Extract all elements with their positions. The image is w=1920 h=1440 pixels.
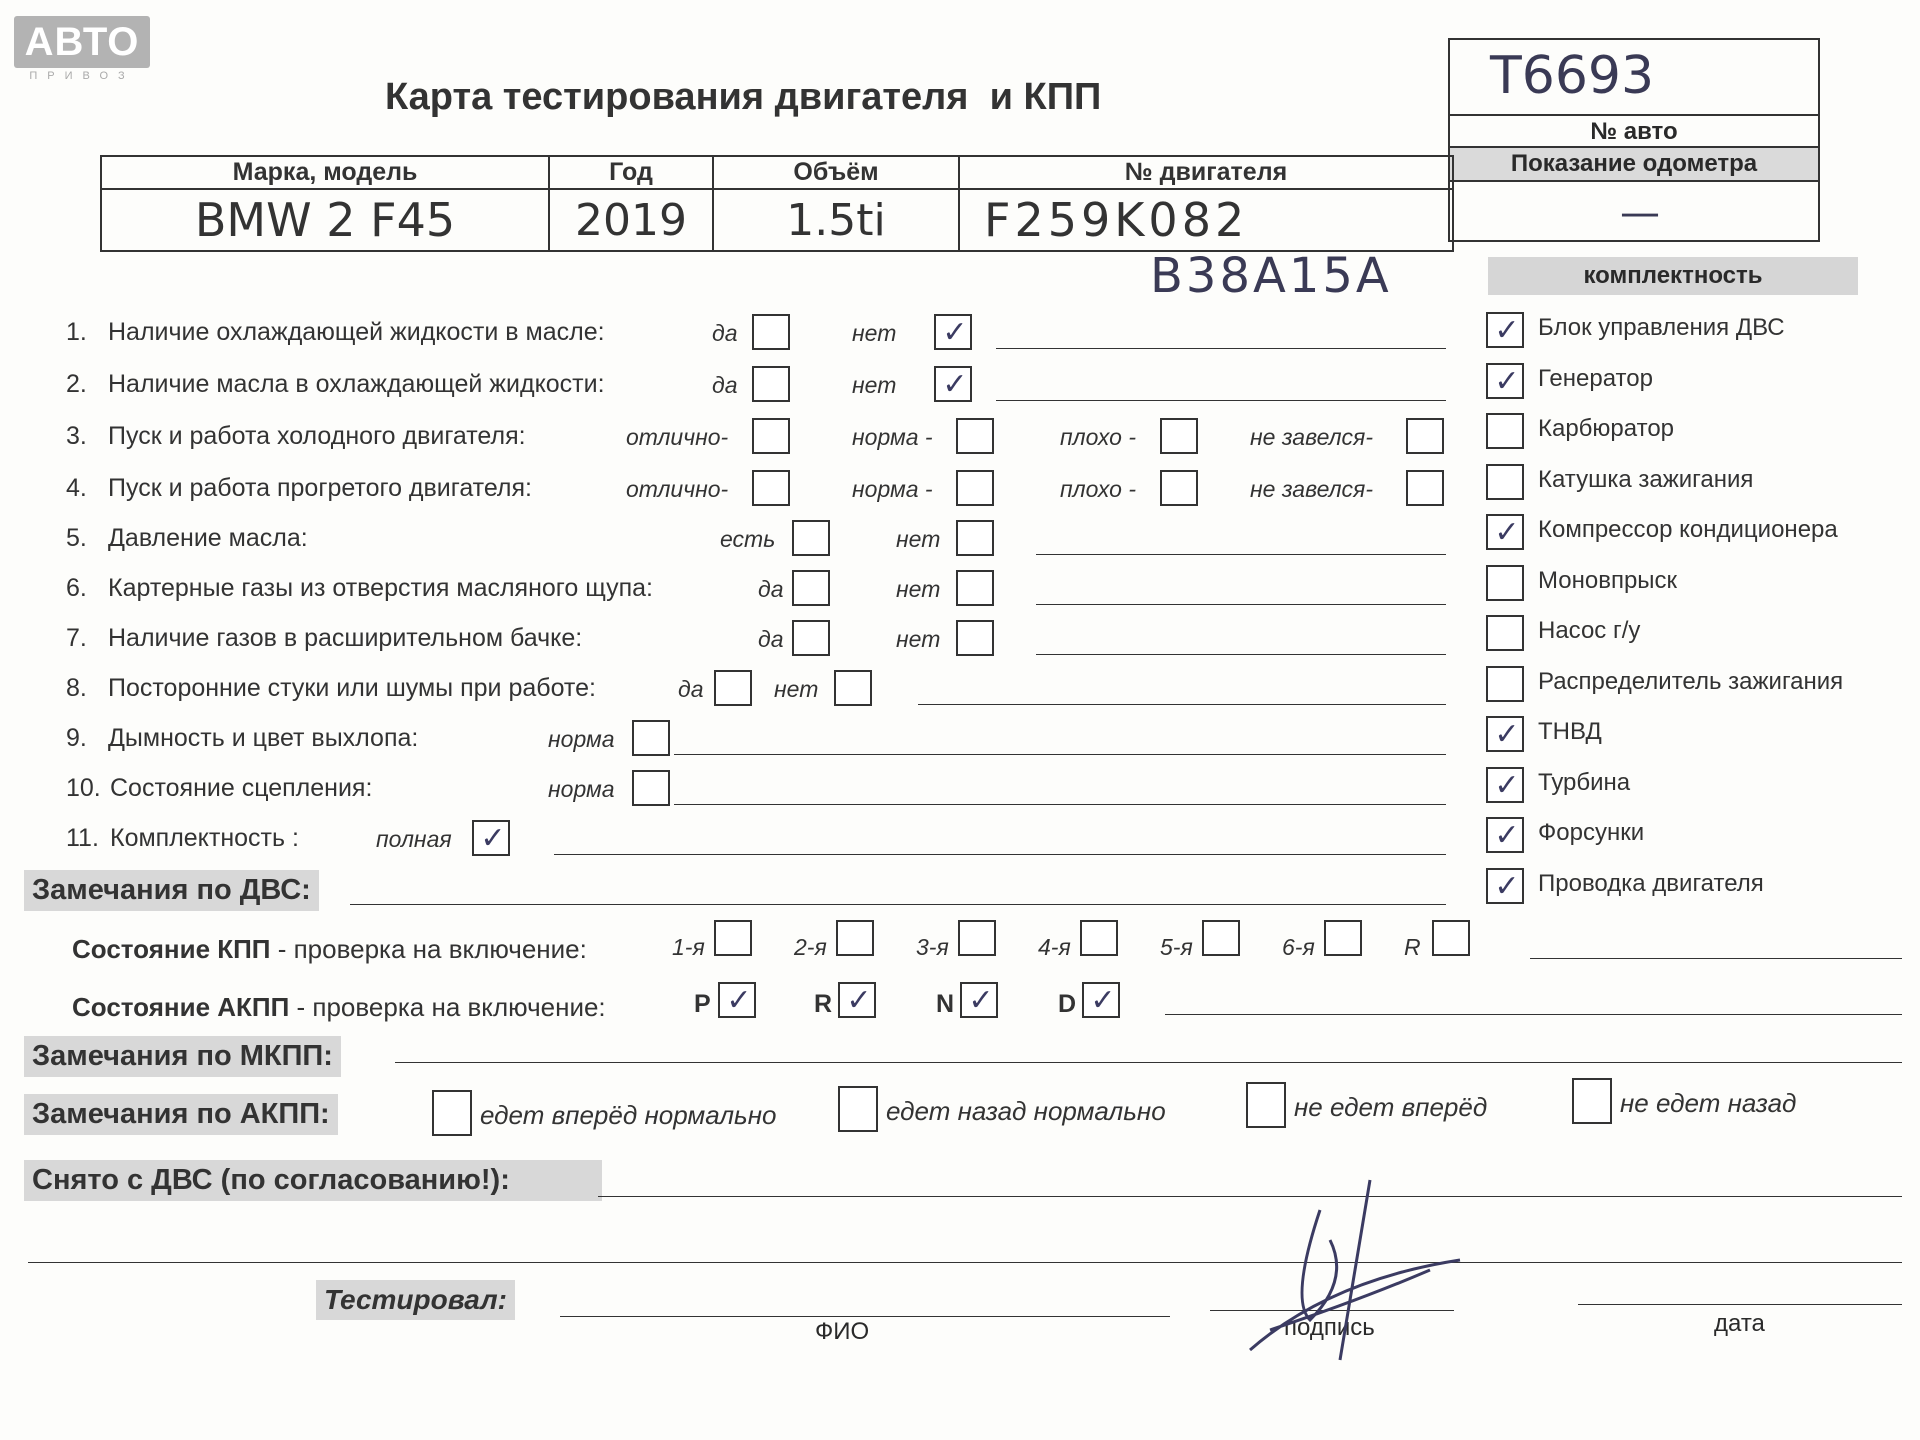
volume-value: 1.5ti — [713, 189, 959, 251]
question-4-checkbox[interactable] — [1160, 470, 1198, 506]
question-10-number: 10. — [66, 774, 101, 802]
auto-gear-checkbox[interactable] — [718, 982, 756, 1018]
remarks-auto-checkbox[interactable] — [1246, 1082, 1286, 1128]
check-mark-icon: ✓ — [1494, 768, 1520, 802]
manual-gear-label: 5-я — [1160, 934, 1193, 960]
signature-scribble — [1210, 1170, 1470, 1370]
completeness-item-label: Генератор — [1538, 364, 1653, 392]
question-7-option-label: да — [758, 626, 784, 652]
completeness-item-label: Компрессор кондиционера — [1538, 516, 1838, 543]
tested-label: Тестировал: — [316, 1280, 515, 1320]
question-10-note-line[interactable] — [674, 804, 1446, 805]
manual-gear-label: 6-я — [1282, 934, 1315, 960]
auto-gearbox-line[interactable] — [1165, 1014, 1902, 1015]
question-9-note-line[interactable] — [674, 754, 1446, 755]
question-1-text: Наличие охлаждающей жидкости в масле: — [108, 318, 605, 346]
question-11-number: 11. — [66, 824, 99, 852]
check-mark-icon: ✓ — [1494, 869, 1520, 903]
year-label: Год — [549, 156, 713, 189]
odometer-label: Показание одометра — [1450, 146, 1818, 182]
question-7-option-label: нет — [896, 626, 941, 652]
odometer-value: — — [1620, 190, 1660, 236]
question-1-option-label: да — [712, 320, 738, 346]
manual-gear-label: R — [1404, 934, 1421, 960]
manual-gearbox-line[interactable] — [1530, 958, 1902, 959]
manual-gear-checkbox[interactable] — [1324, 920, 1362, 956]
completeness-checkbox[interactable] — [1486, 868, 1524, 904]
remarks-auto-checkbox[interactable] — [432, 1090, 472, 1136]
question-3-option-label: норма - — [852, 424, 933, 450]
completeness-item-label: Моновпрыск — [1538, 566, 1678, 594]
completeness-checkbox[interactable] — [1486, 817, 1524, 853]
question-5-number: 5. — [66, 524, 87, 552]
remarks-auto-option-label: едет назад нормально — [886, 1096, 1166, 1126]
completeness-item-label: Карбюратор — [1538, 415, 1675, 442]
question-3-checkbox[interactable] — [1406, 418, 1444, 454]
check-mark-icon: ✓ — [942, 368, 968, 401]
check-mark-icon: ✓ — [480, 822, 506, 855]
question-9-checkbox[interactable] — [632, 720, 670, 756]
check-mark-icon: ✓ — [1090, 984, 1116, 1017]
completeness-checkbox[interactable] — [1486, 565, 1524, 601]
completeness-checkbox[interactable] — [1486, 363, 1524, 399]
question-4-checkbox[interactable] — [956, 470, 994, 506]
question-10-checkbox[interactable] — [632, 770, 670, 806]
question-6-option-label: нет — [896, 576, 941, 602]
question-3-number: 3. — [66, 422, 87, 450]
check-mark-icon: ✓ — [968, 984, 994, 1017]
question-11-note-line[interactable] — [554, 854, 1446, 855]
question-8-checkbox[interactable] — [714, 670, 752, 706]
question-9-option-label: норма — [548, 726, 615, 752]
question-5-checkbox[interactable] — [956, 520, 994, 556]
question-2-option-label: да — [712, 372, 738, 398]
car-number-value: T6693 — [1490, 46, 1655, 106]
question-4-option-label: отлично- — [626, 476, 729, 502]
car-number-label: № авто — [1590, 118, 1678, 145]
volume-label: Объём — [713, 156, 959, 189]
completeness-checkbox[interactable] — [1486, 716, 1524, 752]
question-1-checkbox[interactable] — [752, 314, 790, 350]
question-1-checkbox[interactable] — [934, 314, 972, 350]
auto-gear-label: N — [936, 990, 955, 1018]
question-4-number: 4. — [66, 474, 87, 502]
question-8-number: 8. — [66, 674, 87, 702]
completeness-checkbox[interactable] — [1486, 413, 1524, 449]
question-5-option-label: есть — [720, 526, 776, 552]
question-5-option-label: нет — [896, 526, 941, 552]
question-2-note-line[interactable] — [996, 400, 1446, 401]
completeness-item-label: Форсунки — [1538, 819, 1645, 846]
make-label: Марка, модель — [101, 156, 549, 189]
manual-gearbox-suffix: - проверка на включение: — [270, 934, 587, 964]
question-10-text: Состояние сцепления: — [110, 774, 373, 802]
remarks-manual-label: Замечания по МКПП: — [24, 1036, 341, 1077]
engine-label: № двигателя — [959, 156, 1453, 189]
question-9-text: Дымность и цвет выхлопа: — [108, 724, 419, 752]
completeness-checkbox[interactable] — [1486, 666, 1524, 702]
question-5-note-line[interactable] — [1036, 554, 1446, 555]
remarks-auto-option-label: едет вперёд нормально — [480, 1100, 777, 1130]
question-3-checkbox[interactable] — [752, 418, 790, 454]
auto-gear-label: R — [814, 990, 833, 1018]
question-6-text: Картерные газы из отверстия масляного щупа: — [108, 574, 653, 602]
question-2-option-label: нет — [852, 372, 897, 398]
question-1-note-line[interactable] — [996, 348, 1446, 349]
question-11-option-label: полная — [376, 826, 452, 852]
auto-gear-checkbox[interactable] — [1082, 982, 1120, 1018]
remarks-auto-option-label: не едет назад — [1620, 1088, 1797, 1118]
manual-gear-checkbox[interactable] — [836, 920, 874, 956]
auto-gear-checkbox[interactable] — [960, 982, 998, 1018]
completeness-item-label: Проводка двигателя — [1538, 869, 1764, 897]
question-3-checkbox[interactable] — [956, 418, 994, 454]
question-3-checkbox[interactable] — [1160, 418, 1198, 454]
question-6-checkbox[interactable] — [792, 570, 830, 606]
manual-gear-checkbox[interactable] — [1202, 920, 1240, 956]
question-11-text: Комплектность : — [110, 824, 299, 852]
question-5-text: Давление масла: — [108, 524, 308, 552]
date-label: дата — [1714, 1310, 1765, 1337]
question-2-text: Наличие масла в охлаждающей жидкости: — [108, 370, 605, 398]
question-7-checkbox[interactable] — [956, 620, 994, 656]
question-4-text: Пуск и работа прогретого двигателя: — [108, 474, 532, 502]
question-6-number: 6. — [66, 574, 87, 602]
question-6-checkbox[interactable] — [956, 570, 994, 606]
question-10-option-label: норма — [548, 776, 615, 802]
year-value: 2019 — [549, 189, 713, 251]
remarks-auto-checkbox[interactable] — [1572, 1078, 1612, 1124]
check-mark-icon: ✓ — [942, 316, 968, 349]
check-mark-icon: ✓ — [1494, 819, 1520, 852]
completeness-item-label: Насос г/у — [1538, 617, 1641, 644]
manual-gearbox-title: Состояние КПП — [72, 934, 271, 964]
completeness-item-label: Турбина — [1538, 768, 1631, 796]
question-4-checkbox[interactable] — [752, 470, 790, 506]
page-title: Карта тестирования двигателя и КПП — [385, 76, 1102, 118]
auto-gear-label: P — [694, 990, 711, 1018]
manual-gear-label: 4-я — [1038, 934, 1071, 960]
manual-gear-label: 3-я — [916, 934, 949, 960]
question-3-option-label: не завелся- — [1250, 424, 1374, 450]
car-number-box — [1448, 38, 1820, 242]
question-2-checkbox[interactable] — [752, 366, 790, 402]
completeness-item-label: Блок управления ДВС — [1538, 314, 1785, 341]
completeness-checkbox[interactable] — [1486, 767, 1524, 803]
question-8-checkbox[interactable] — [834, 670, 872, 706]
question-6-note-line[interactable] — [1036, 604, 1446, 605]
signature-label: подпись — [1284, 1314, 1375, 1341]
question-1-number: 1. — [66, 318, 87, 346]
removed-label: Снято с ДВС (по согласованию!): — [24, 1160, 602, 1201]
question-3-option-label: отлично- — [626, 424, 729, 450]
question-7-note-line[interactable] — [1036, 654, 1446, 655]
engine-code: B38A15A — [1150, 248, 1392, 304]
question-7-text: Наличие газов в расширительном бачке: — [108, 624, 583, 652]
remarks-auto-checkbox[interactable] — [838, 1086, 878, 1132]
completeness-title: комплектность — [1488, 257, 1858, 295]
question-11-checkbox[interactable] — [472, 820, 510, 856]
question-8-option-label: да — [678, 676, 704, 702]
check-mark-icon: ✓ — [1494, 718, 1520, 751]
question-9-number: 9. — [66, 724, 87, 752]
question-4-option-label: не завелся- — [1250, 476, 1374, 502]
remarks-engine-line[interactable] — [350, 904, 1446, 905]
question-2-checkbox[interactable] — [934, 366, 972, 402]
brand-logo-sub: ПРИВОЗ — [29, 70, 135, 82]
question-6-option-label: да — [758, 576, 784, 602]
question-7-checkbox[interactable] — [792, 620, 830, 656]
manual-gear-label: 2-я — [794, 934, 827, 960]
removed-line-2[interactable] — [28, 1262, 1902, 1263]
fio-label: ФИО — [815, 1318, 870, 1345]
auto-gear-checkbox[interactable] — [838, 982, 876, 1018]
question-4-option-label: норма - — [852, 476, 933, 502]
manual-gear-checkbox[interactable] — [1080, 920, 1118, 956]
question-8-option-label: нет — [774, 676, 819, 702]
header-table — [100, 155, 1454, 252]
auto-gearbox-row — [72, 992, 606, 1023]
check-mark-icon: ✓ — [1494, 364, 1520, 398]
question-7-number: 7. — [66, 624, 87, 652]
brand-logo: АВТО — [14, 16, 150, 68]
auto-gearbox-title: Состояние АКПП — [72, 992, 290, 1022]
manual-gear-checkbox[interactable] — [714, 920, 752, 956]
completeness-checkbox[interactable] — [1486, 312, 1524, 348]
manual-gear-label: 1-я — [672, 934, 705, 960]
check-mark-icon: ✓ — [726, 984, 752, 1017]
remarks-engine-label: Замечания по ДВС: — [24, 870, 319, 911]
remarks-auto-option-label: не едет вперёд — [1294, 1092, 1488, 1122]
completeness-item-label: ТНВД — [1538, 718, 1602, 745]
check-mark-icon: ✓ — [846, 984, 872, 1017]
manual-gear-checkbox[interactable] — [958, 920, 996, 956]
completeness-checkbox[interactable] — [1486, 464, 1524, 500]
check-mark-icon: ✓ — [1494, 314, 1520, 347]
auto-gearbox-suffix: - проверка на включение: — [289, 992, 606, 1022]
check-mark-icon: ✓ — [1494, 516, 1520, 549]
question-4-checkbox[interactable] — [1406, 470, 1444, 506]
auto-gear-label: D — [1058, 990, 1077, 1018]
question-5-checkbox[interactable] — [792, 520, 830, 556]
question-1-option-label: нет — [852, 320, 897, 346]
date-line[interactable] — [1578, 1304, 1902, 1305]
question-4-option-label: плохо - — [1060, 476, 1136, 502]
question-8-note-line[interactable] — [918, 704, 1446, 705]
remarks-manual-line[interactable] — [395, 1062, 1902, 1063]
remarks-auto-label: Замечания по АКПП: — [24, 1094, 338, 1135]
question-2-number: 2. — [66, 370, 87, 398]
question-3-option-label: плохо - — [1060, 424, 1136, 450]
manual-gear-checkbox[interactable] — [1432, 920, 1470, 956]
question-3-text: Пуск и работа холодного двигателя: — [108, 422, 526, 450]
question-8-text: Посторонние стуки или шумы при работе: — [108, 674, 596, 702]
make-value: BMW 2 F45 — [101, 189, 549, 251]
completeness-checkbox[interactable] — [1486, 615, 1524, 651]
engine-value: F259K082 — [959, 189, 1453, 251]
completeness-item-label: Катушка зажигания — [1538, 465, 1754, 493]
fio-line[interactable] — [560, 1316, 1170, 1317]
completeness-item-label: Распределитель зажигания — [1538, 667, 1844, 695]
manual-gearbox-row — [72, 934, 587, 965]
completeness-checkbox[interactable] — [1486, 514, 1524, 550]
